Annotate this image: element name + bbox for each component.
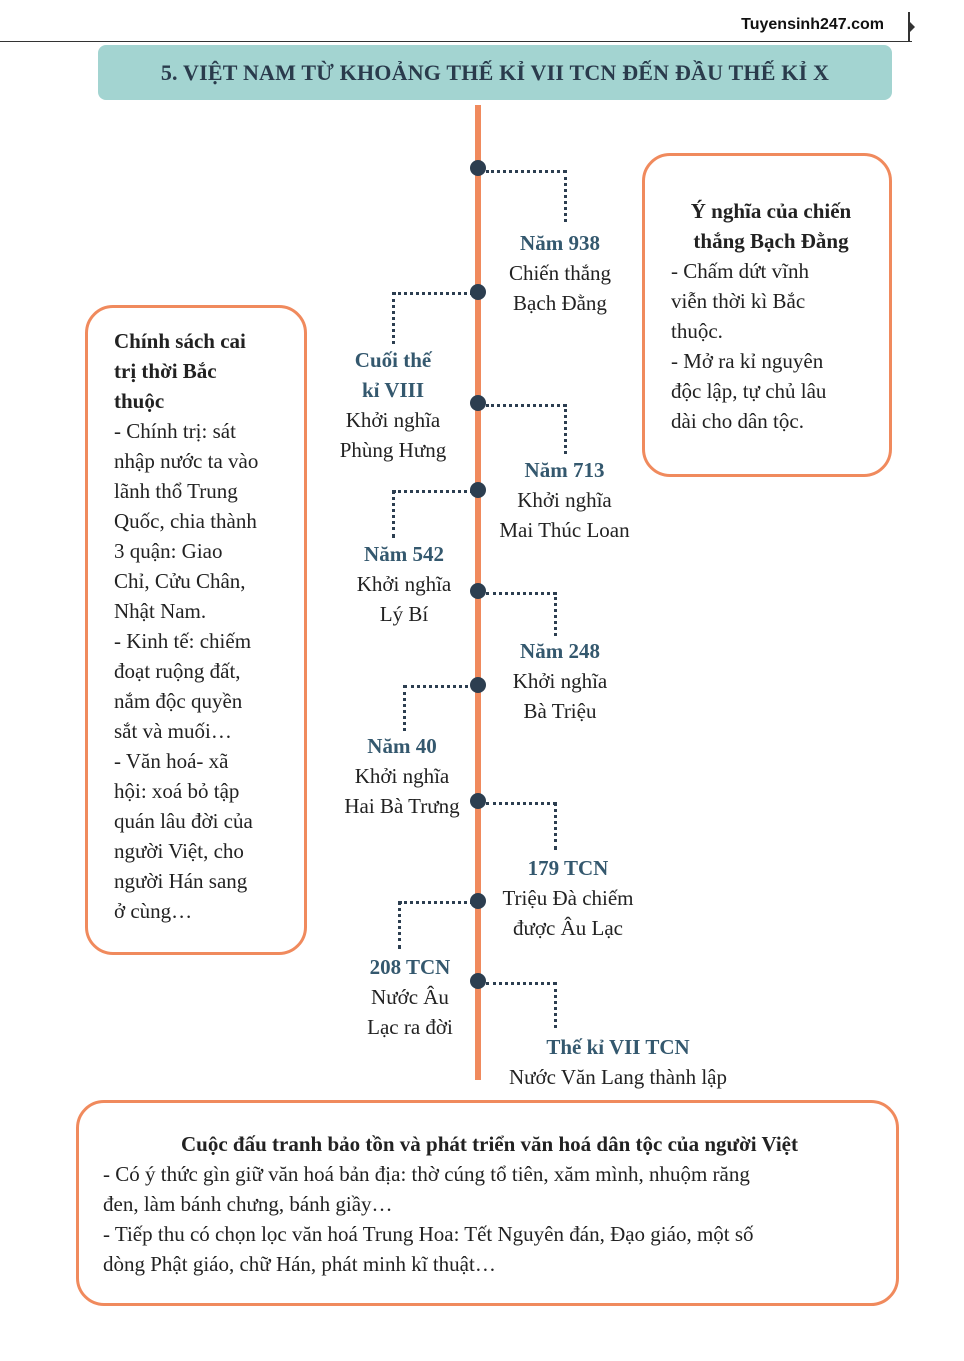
event-text: Lý Bí — [379, 602, 429, 626]
box-line: - Mở ra kỉ nguyên — [671, 349, 824, 373]
timeline-connector — [486, 802, 556, 805]
header-rule — [0, 41, 912, 42]
event-year: Năm 713 — [524, 458, 605, 482]
timeline-dot — [470, 395, 486, 411]
box-line: hội: xoá bỏ tập — [114, 779, 240, 803]
timeline-event — [480, 228, 640, 318]
timeline-connector — [393, 490, 473, 493]
event-year: Cuối thế — [354, 348, 432, 372]
timeline-connector — [393, 292, 473, 295]
box-line: nhập nước ta vào — [114, 449, 259, 473]
box-line: - Chính trị: sát — [114, 419, 236, 443]
event-year: 208 TCN — [369, 955, 451, 979]
timeline-connector — [554, 802, 557, 850]
box-title: thắng Bạch Đằng — [693, 229, 849, 253]
box-line: đoạt ruộng đất, — [114, 659, 241, 683]
event-text: Bạch Đằng — [513, 291, 607, 315]
box-line: Nhật Nam. — [114, 599, 207, 623]
site-name: Tuyensinh247.com — [741, 16, 884, 33]
timeline-dot — [470, 583, 486, 599]
timeline-connector — [392, 490, 395, 538]
box-line: - Tiếp thu có chọn lọc văn hoá Trung Hoa: Tết Nguyên đán, Đạo giáo, một số — [103, 1222, 754, 1246]
box-line: Quốc, chia thành — [114, 509, 257, 533]
box-line: thuộc. — [671, 319, 723, 343]
box-line: lãnh thổ Trung — [114, 479, 238, 503]
box-line: - Có ý thức gìn giữ văn hoá bản địa: thờ cúng tổ tiên, xăm mình, nhuộm răng — [103, 1162, 750, 1186]
event-text: Triệu Đà chiếm — [502, 886, 634, 910]
timeline-connector — [399, 901, 473, 904]
box-line: ở cùng… — [114, 899, 193, 923]
timeline-connector — [554, 592, 557, 636]
timeline-dot — [470, 793, 486, 809]
timeline-connector — [392, 292, 395, 344]
box-line: nắm độc quyền — [114, 689, 243, 713]
event-text: Nước Âu — [371, 985, 449, 1009]
event-text: Khởi nghĩa — [354, 764, 450, 788]
event-text: Khởi nghĩa — [345, 408, 441, 432]
event-text: Chiến thắng — [508, 261, 612, 285]
box-title: Chính sách cai — [114, 329, 246, 353]
box-title: trị thời Bắc — [114, 359, 217, 383]
box-line: dòng Phật giáo, chữ Hán, phát minh kĩ thuật… — [103, 1252, 496, 1276]
box-line: người Việt, cho — [114, 839, 244, 863]
box-line: Chỉ, Cửu Chân, — [114, 569, 246, 593]
timeline-connector — [398, 901, 401, 949]
event-year: Năm 40 — [367, 734, 437, 758]
event-year: kỉ VIII — [361, 378, 425, 402]
box-line: độc lập, tự chủ lâu — [671, 379, 827, 403]
box-title: thuộc — [114, 389, 165, 413]
timeline-event — [334, 539, 474, 629]
box-line: người Hán sang — [114, 869, 248, 893]
timeline-connector — [554, 982, 557, 1028]
event-text: Bà Triệu — [523, 699, 597, 723]
timeline-dot — [470, 160, 486, 176]
box-title: Ý nghĩa của chiến — [690, 199, 852, 223]
box-line: dài cho dân tộc. — [671, 409, 804, 433]
box-line: 3 quận: Giao — [114, 539, 223, 563]
timeline-event — [345, 952, 475, 1042]
box-title: Cuộc đấu tranh bảo tồn và phát triển văn hoá dân tộc của người Việt — [181, 1132, 798, 1156]
event-year: 179 TCN — [527, 856, 609, 880]
timeline-connector — [486, 404, 566, 407]
box-line: quán lâu đời của — [114, 809, 253, 833]
policy-box — [85, 305, 307, 955]
box-line: sắt và muối… — [114, 719, 232, 743]
timeline-connector — [564, 170, 567, 222]
event-text: Khởi nghĩa — [356, 572, 452, 596]
event-year: Năm 542 — [364, 542, 444, 566]
event-text: Lạc ra đời — [367, 1015, 453, 1039]
timeline-event — [330, 731, 474, 821]
timeline-dot — [470, 973, 486, 989]
event-text: Khởi nghĩa — [517, 488, 612, 512]
event-year: Thế kỉ VII TCN — [546, 1035, 690, 1059]
event-text: Hai Bà Trưng — [344, 794, 460, 818]
timeline-event — [484, 1032, 752, 1092]
event-text: Nước Văn Lang thành lập — [508, 1065, 728, 1089]
event-text: được Âu Lạc — [513, 916, 623, 940]
box-line: đen, làm bánh chưng, bánh giầy… — [103, 1192, 393, 1216]
box-line: - Văn hoá- xã — [114, 749, 229, 773]
timeline-event — [490, 636, 630, 726]
box-line: - Chấm dứt vĩnh — [671, 259, 809, 283]
culture-box — [76, 1100, 899, 1306]
timeline-connector — [486, 170, 566, 173]
timeline-event — [318, 345, 468, 465]
timeline-connector — [486, 982, 556, 985]
timeline-event — [488, 853, 648, 943]
event-year: Năm 938 — [520, 231, 600, 255]
timeline-event — [482, 455, 647, 545]
significance-box — [642, 153, 892, 477]
timeline-connector — [486, 592, 556, 595]
box-line: - Kinh tế: chiếm — [114, 629, 252, 653]
timeline-connector — [404, 685, 474, 688]
event-text: Khởi nghĩa — [512, 669, 608, 693]
event-text: Phùng Hưng — [339, 438, 447, 462]
timeline-connector — [564, 404, 567, 454]
page-title: 5. VIỆT NAM TỪ KHOẢNG THẾ KỈ VII TCN ĐẾN ĐẦU THẾ KỈ X — [98, 45, 892, 100]
box-line: viễn thời kì Bắc — [671, 289, 806, 313]
event-text: Mai Thúc Loan — [499, 518, 630, 542]
event-year: Năm 248 — [520, 639, 600, 663]
header-arrow — [910, 22, 915, 32]
timeline-connector — [403, 685, 406, 731]
